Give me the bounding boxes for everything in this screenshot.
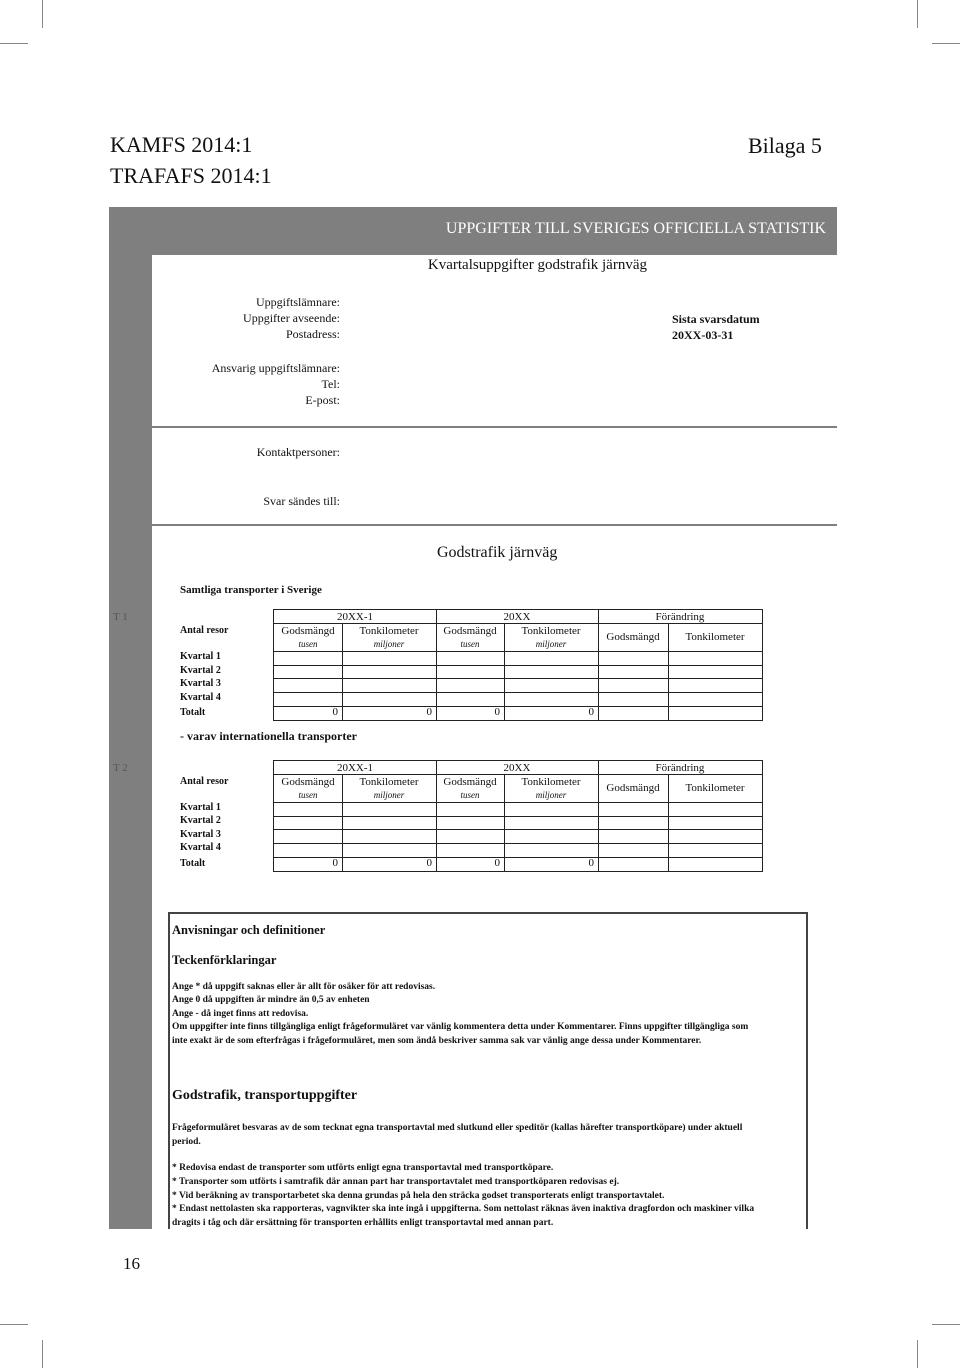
col-label: Tonkilometer — [359, 625, 419, 637]
table-id: T 2 — [113, 762, 128, 774]
field-address: Postadress: — [286, 327, 340, 341]
form-subtitle: Kvartalsuppgifter godstrafik järnväg — [427, 257, 647, 273]
crop-mark — [932, 1324, 960, 1325]
row-header: Antal resor — [180, 776, 229, 787]
scope-label: Samtliga transporter i Sverige — [180, 584, 322, 596]
col-label: Tonkilometer — [359, 776, 419, 788]
transport-heading: Godstrafik, transportuppgifter — [172, 1088, 358, 1103]
crop-mark — [932, 43, 960, 44]
col-label: Tonkilometer — [521, 625, 581, 637]
row-header: Antal resor — [180, 625, 229, 636]
regulation-code-2: TRAFAFS 2014:1 — [110, 163, 272, 188]
deadline-value: 20XX-03-31 — [672, 328, 734, 342]
period-label: Förändring — [655, 611, 705, 623]
row-label: Kvartal 4 — [180, 842, 221, 853]
field-responsible: Ansvarig uppgiftslämnare: — [211, 361, 340, 375]
col-label: Godsmängd — [443, 776, 497, 788]
unit-label: tusen — [460, 790, 480, 800]
legend-item: Ange 0 då uppgiften är mindre än 0,5 av enheten — [172, 995, 370, 1005]
field-send-to: Svar sändes till: — [263, 494, 340, 508]
col-label: Godsmängd — [281, 625, 335, 637]
transport-bullet: * Transporter som utförts i samtrafik där annan part har transportavtalet med transportköparen redovisas ej. — [172, 1177, 620, 1187]
row-label: Kvartal 3 — [180, 829, 221, 840]
period-label: 20XX-1 — [336, 762, 374, 774]
unit-label: miljoner — [373, 639, 405, 649]
total-value: 0 — [494, 857, 500, 869]
total-value: 0 — [588, 706, 594, 718]
crop-mark — [0, 1324, 28, 1325]
deadline-label: Sista svarsdatum — [672, 312, 760, 326]
crop-mark — [42, 0, 43, 28]
legend-item: Ange * då uppgift saknas eller är allt för osäker för att redovisas. — [172, 982, 436, 992]
col-label: Tonkilometer — [685, 782, 745, 794]
total-label: Totalt — [180, 858, 206, 869]
col-label: Tonkilometer — [521, 776, 581, 788]
divider — [152, 524, 837, 526]
unit-label: miljoner — [535, 790, 567, 800]
field-email: E-post: — [305, 393, 340, 407]
regulation-code-1: KAMFS 2014:1 — [110, 132, 253, 157]
transport-bullet: * Vid beräkning av transportarbetet ska denna grundas på hela den sträcka godset transporterats enligt transportavtalet. — [172, 1191, 665, 1201]
field-phone: Tel: — [321, 377, 340, 391]
transport-bullet: * Redovisa endast de transporter som utförts enligt egna transportavtal med transportköpare. — [172, 1163, 554, 1173]
row-label: Kvartal 4 — [180, 692, 221, 703]
field-respondent: Uppgiftslämnare: — [256, 295, 340, 309]
crop-mark — [42, 1340, 43, 1368]
appendix-label: Bilaga 5 — [748, 133, 822, 158]
period-label: Förändring — [655, 762, 705, 774]
col-label: Godsmängd — [281, 776, 335, 788]
section-title: Godstrafik järnväg — [437, 544, 558, 561]
total-value: 0 — [588, 857, 594, 869]
unit-label: tusen — [298, 639, 318, 649]
table-id: T 1 — [113, 611, 128, 623]
period-label: 20XX-1 — [336, 611, 374, 623]
crop-mark — [917, 0, 918, 28]
unit-label: miljoner — [535, 639, 567, 649]
table-t2 — [273, 760, 763, 872]
col-label: Godsmängd — [606, 782, 660, 794]
crop-mark — [0, 43, 28, 44]
total-value: 0 — [494, 706, 500, 718]
field-regarding: Uppgifter avseende: — [243, 311, 340, 325]
crop-mark — [917, 1340, 918, 1368]
period-label: 20XX — [503, 611, 531, 623]
total-value: 0 — [332, 706, 338, 718]
intl-label: - varav internationella transporter — [180, 729, 357, 743]
row-label: Kvartal 1 — [180, 802, 221, 813]
transport-intro: Frågeformuläret besvaras av de som tecknat egna transportavtal med slutkund eller speditör (kallas härefter transportköpare) under aktuell period. — [172, 1123, 743, 1147]
transport-bullet: * Endast nettolasten ska rapporteras, vagnvikter ska inte ingå i uppgifterna. Som nettolast räknas även inaktiva dragfordon och maskiner vilka dragits i tåg och där ersättning för transporten erhållits enligt transportavtal med annan part. — [172, 1204, 755, 1228]
total-value: 0 — [426, 706, 432, 718]
col-label: Godsmängd — [443, 625, 497, 637]
col-label: Tonkilometer — [685, 631, 745, 643]
divider — [152, 426, 837, 428]
unit-label: tusen — [460, 639, 480, 649]
period-label: 20XX — [503, 762, 531, 774]
col-label: Godsmängd — [606, 631, 660, 643]
field-contacts: Kontaktpersoner: — [256, 445, 340, 459]
legend-heading: Teckenförklaringar — [172, 953, 277, 967]
legend-item: Ange - då inget finns att redovisa. — [172, 1009, 309, 1019]
row-label: Kvartal 3 — [180, 678, 221, 689]
table-t1 — [273, 609, 763, 721]
row-label: Kvartal 2 — [180, 665, 221, 676]
legend-item: Om uppgifter inte finns tillgängliga enligt frågeformuläret var vänlig kommentera detta under Kommentarer. Finns uppgifter tillgängliga som inte exakt är de som efterfrågas i frågeformuläret, men som ändå beskriver samma sak var vänlig ange dessa under Kommentarer. — [172, 1022, 749, 1046]
total-value: 0 — [426, 857, 432, 869]
total-value: 0 — [332, 857, 338, 869]
form-title: UPPGIFTER TILL SVERIGES OFFICIELLA STATISTIK — [445, 220, 826, 237]
page-number: 16 — [123, 1254, 140, 1273]
unit-label: tusen — [298, 790, 318, 800]
unit-label: miljoner — [373, 790, 405, 800]
row-label: Kvartal 1 — [180, 651, 221, 662]
total-label: Totalt — [180, 707, 206, 718]
row-label: Kvartal 2 — [180, 815, 221, 826]
notes-heading: Anvisningar och definitioner — [172, 923, 326, 937]
